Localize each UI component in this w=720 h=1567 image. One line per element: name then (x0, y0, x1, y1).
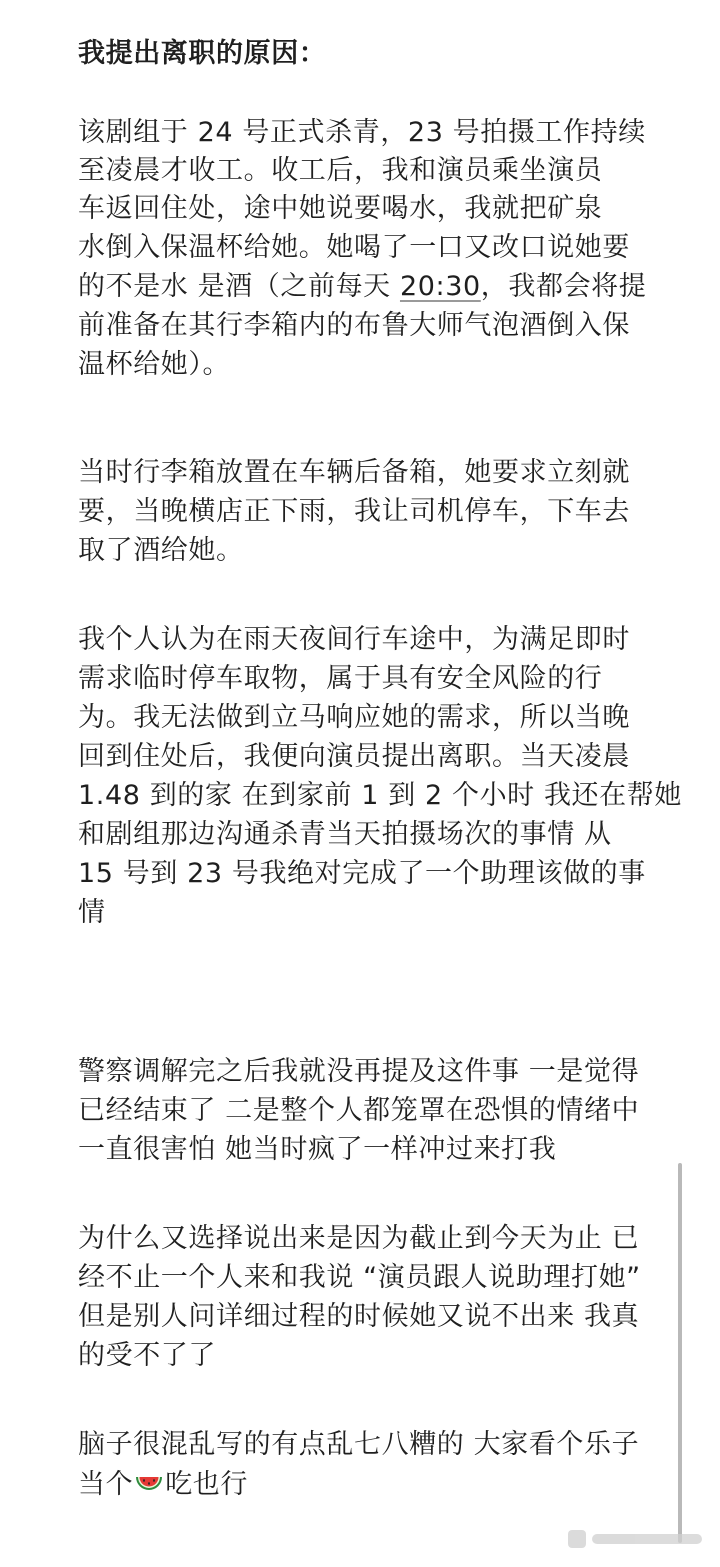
paragraph-6-line-2-start: 当个 (78, 1469, 134, 1500)
paragraph-5-line-1: 为什么又选择说出来是因为截止到今天为止 已 (78, 1223, 640, 1254)
paragraph-1-line-1: 该剧组于 24 号正式杀青，23 号拍摄工作持续 (78, 117, 646, 148)
paragraph-3-line-8: 情 (78, 897, 106, 928)
paragraph-5-line-4: 的受不了了 (78, 1340, 216, 1371)
paragraph-6-line-2-end: 吃也行 (165, 1469, 249, 1500)
note-heading: 我提出离职的原因： (78, 38, 327, 69)
paragraph-1-line-5 (78, 268, 646, 306)
paragraph-3-line-1: 我个人认为在雨天夜间行车途中，为满足即时 (78, 624, 630, 655)
paragraph-2-line-2: 要，当晚横店正下雨，我让司机停车，下车去 (78, 496, 630, 527)
paragraph-3-line-7: 15 号到 23 号我绝对完成了一个助理该做的事 (78, 858, 646, 889)
paragraph-5-line-3: 但是别人问详细过程的时候她又说不出来 我真 (78, 1301, 640, 1332)
paragraph-4-line-1: 警察调解完之后我就没再提及这件事 一是觉得 (78, 1056, 640, 1087)
paragraph-2-line-1: 当时行李箱放置在车辆后备箱，她要求立刻就 (78, 457, 630, 488)
paragraph-1-line-5-end: ，我都会将提 (480, 271, 647, 302)
paragraph-1-line-3: 车返回住处，途中她说要喝水，我就把矿泉 (78, 193, 603, 224)
paragraph-1-line-6: 前准备在其行李箱内的布鲁大师气泡酒倒入保 (78, 310, 630, 341)
watermark-logo (568, 1524, 708, 1554)
paragraph-5-line-2: 经不止一个人来和我说 “演员跟人说助理打她” (78, 1262, 641, 1293)
paragraph-3-line-3: 为。我无法做到立马响应她的需求，所以当晚 (78, 702, 630, 733)
paragraph-3-line-2: 需求临时停车取物，属于具有安全风险的行 (78, 663, 603, 694)
paragraph-4-line-2: 已经结束了 二是整个人都笼罩在恐惧的情绪中 (78, 1095, 640, 1126)
paragraph-3-line-4: 回到住处后，我便向演员提出离职。当天凌晨 (78, 741, 630, 772)
paragraph-1-line-7: 温杯给她）。 (78, 349, 231, 380)
paragraph-6-line-1: 脑子很混乱写的有点乱七八糟的 大家看个乐子 (78, 1429, 640, 1460)
paragraph-4-line-3: 一直很害怕 她当时疯了一样冲过来打我 (78, 1134, 557, 1165)
paragraph-3-line-5: 1.48 到的家 在到家前 1 到 2 个小时 我还在帮她 (78, 780, 682, 811)
paragraph-6-line-2 (78, 1466, 248, 1504)
watermelon-icon (134, 1468, 164, 1498)
scrollbar[interactable] (678, 1163, 682, 1543)
paragraph-3-line-6: 和剧组那边沟通杀青当天拍摄场次的事情 从 (78, 819, 612, 850)
paragraph-1-line-2: 至凌晨才收工。收工后，我和演员乘坐演员 (78, 155, 603, 186)
paragraph-2-line-3: 取了酒给她。 (78, 535, 244, 566)
paragraph-1-line-4: 水倒入保温杯给她。她喝了一口又改口说她要 (78, 232, 630, 263)
paragraph-1-line-5-start: 的不是水 是酒（之前每天 (78, 271, 400, 302)
time-link[interactable]: 20:30 (399, 271, 481, 302)
